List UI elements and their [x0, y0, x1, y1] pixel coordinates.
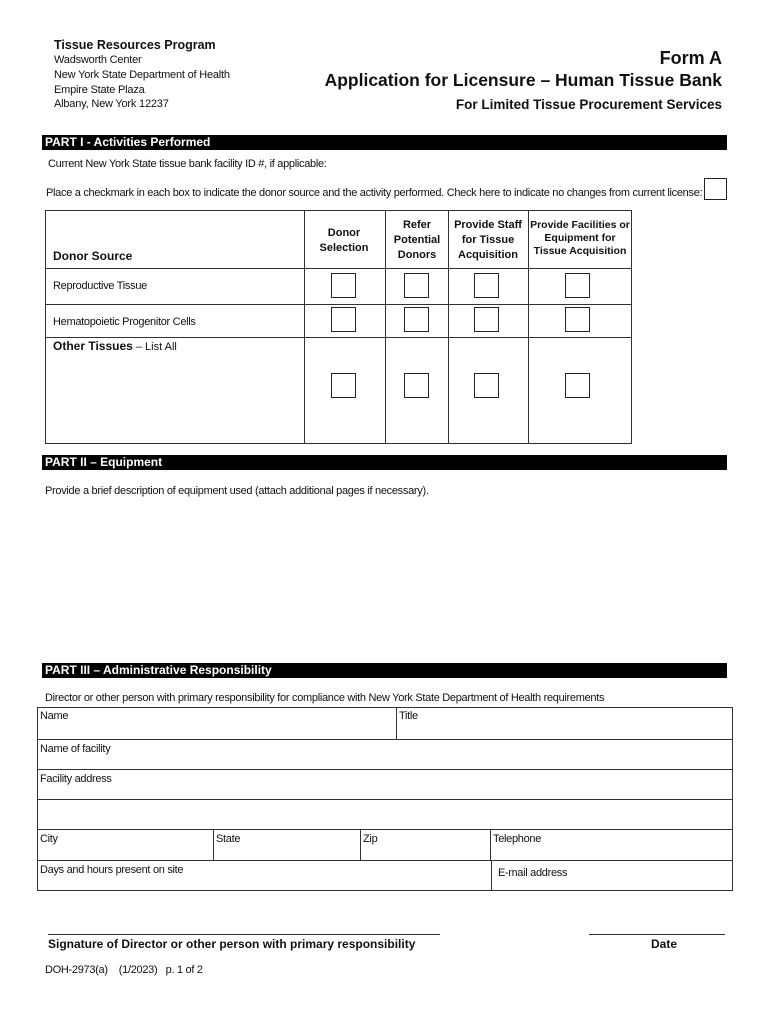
telephone-field[interactable] [490, 829, 733, 861]
table-divider [45, 304, 632, 305]
part3-heading: PART III – Administrative Responsibility [42, 663, 727, 678]
name-label: Name [40, 710, 69, 722]
zip-field[interactable] [360, 829, 491, 861]
table-divider [385, 210, 386, 444]
checkbox-hematopoietic-donor-selection[interactable] [331, 307, 356, 332]
org-line-1: Wadsworth Center [54, 54, 142, 66]
checkbox-hematopoietic-refer-donors[interactable] [404, 307, 429, 332]
checkbox-reproductive-refer-donors[interactable] [404, 273, 429, 298]
title-field[interactable] [396, 707, 733, 740]
city-label: City [40, 833, 58, 845]
part3-intro: Director or other person with primary responsibility for compliance with New York State Department of Health requirements [45, 692, 605, 704]
date-line[interactable] [589, 934, 725, 935]
footer-page: p. 1 of 2 [165, 964, 203, 976]
footer-form-number: DOH-2973(a) [45, 964, 108, 976]
row-hematopoietic: Hematopoietic Progenitor Cells [53, 316, 196, 328]
org-name: Tissue Resources Program [54, 38, 216, 52]
city-field[interactable] [37, 829, 214, 861]
telephone-label: Telephone [493, 833, 542, 845]
row-reproductive-tissue: Reproductive Tissue [53, 280, 147, 292]
footer-revision: (1/2023) [118, 964, 158, 976]
org-line-3: Empire State Plaza [54, 84, 145, 96]
col-refer-potential-donors: Refer Potential Donors [393, 219, 441, 261]
table-divider [304, 210, 305, 444]
zip-label: Zip [363, 833, 378, 845]
form-title: Application for Licensure – Human Tissue Bank [324, 70, 722, 90]
days-hours-field[interactable] [37, 860, 492, 891]
facility-id-label: Current New York State tissue bank facility ID #, if applicable: [48, 158, 327, 170]
date-label: Date [651, 937, 678, 951]
col-provide-facilities: Provide Facilities or Equipment for Tissue Acquisition [530, 219, 630, 257]
part2-heading: PART II – Equipment [42, 455, 727, 470]
form-id: Form A [659, 48, 722, 68]
part1-heading: PART I - Activities Performed [42, 135, 727, 150]
org-line-2: New York State Department of Health [54, 69, 230, 81]
checkbox-other-provide-facilities[interactable] [565, 373, 590, 398]
checkbox-other-donor-selection[interactable] [331, 373, 356, 398]
donor-source-header: Donor Source [53, 249, 133, 263]
equipment-description-area[interactable] [45, 505, 725, 655]
part1-instruction: Place a checkmark in each box to indicate the donor source and the activity performed. Check here to indicate no changes from current license: [46, 187, 703, 199]
days-hours-label: Days and hours present on site [40, 864, 184, 876]
signature-line[interactable] [48, 934, 440, 935]
org-line-4: Albany, New York 12237 [54, 98, 169, 110]
state-field[interactable] [213, 829, 361, 861]
facility-address-field[interactable] [37, 769, 733, 800]
row-other-tissues-rest: – List All [132, 341, 177, 353]
facility-address-line2-field[interactable] [37, 799, 733, 830]
facility-address-label: Facility address [40, 773, 112, 785]
email-field[interactable] [491, 860, 733, 891]
col-donor-selection: Donor Selection [319, 227, 369, 254]
form-subtitle: For Limited Tissue Procurement Services [455, 97, 722, 112]
table-divider [45, 268, 632, 269]
table-divider [45, 337, 632, 338]
facility-name-field[interactable] [37, 739, 733, 770]
checkbox-hematopoietic-provide-staff[interactable] [474, 307, 499, 332]
row-other-tissues-bold: Other Tissues [53, 339, 133, 353]
checkbox-reproductive-donor-selection[interactable] [331, 273, 356, 298]
part2-instruction: Provide a brief description of equipment used (attach additional pages if necessary). [45, 485, 429, 497]
row-other-tissues [53, 339, 177, 353]
table-divider [448, 210, 449, 444]
checkbox-reproductive-provide-facilities[interactable] [565, 273, 590, 298]
title-label: Title [399, 710, 418, 722]
no-changes-checkbox[interactable] [704, 178, 727, 200]
checkbox-other-provide-staff[interactable] [474, 373, 499, 398]
checkbox-reproductive-provide-staff[interactable] [474, 273, 499, 298]
state-label: State [216, 833, 241, 845]
name-field[interactable] [37, 707, 397, 740]
col-provide-staff: Provide Staff for Tissue Acquisition [454, 219, 522, 261]
signature-label: Signature of Director or other person with primary responsibility [48, 937, 416, 951]
email-label: E-mail address [498, 867, 568, 879]
footer [45, 964, 203, 976]
checkbox-other-refer-donors[interactable] [404, 373, 429, 398]
facility-name-label: Name of facility [40, 743, 111, 755]
checkbox-hematopoietic-provide-facilities[interactable] [565, 307, 590, 332]
